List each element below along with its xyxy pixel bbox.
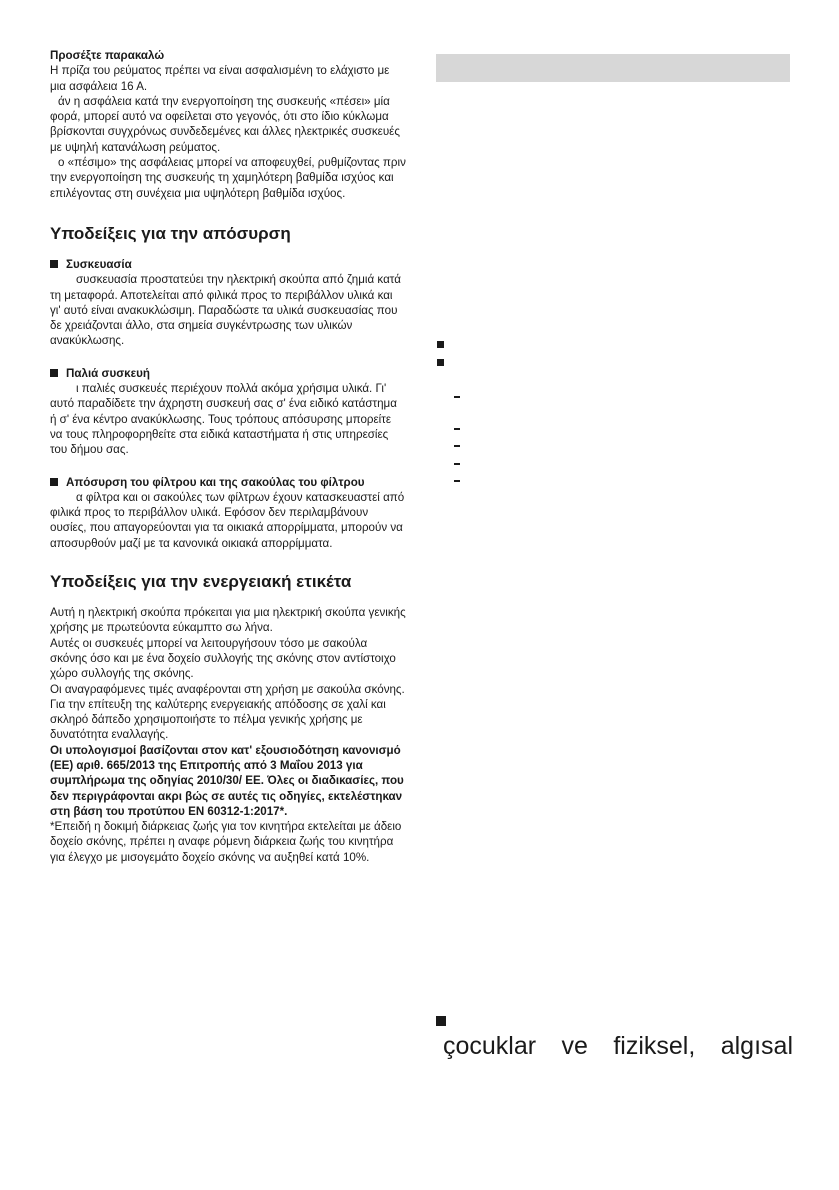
item-body: συσκευασία προστατεύει την ηλεκτρική σκούπα από ζημιά κατά τη μεταφορά. Αποτελείται από φιλικά προς το περιβάλλον υλικά και γι' αυτό είναι ανακυκλώσιμη. Παραδώστε τα υλικά συσκευασίας που δε χρειάζονται άλλο, στα σημεία συγκέντρωσης των υλικών ανακύκλωσης.	[50, 273, 401, 348]
section-header-bar	[436, 54, 790, 82]
energy-paragraph-4: Για την επίτευξη της καλύτερης ενεργειακής απόδοσης σε χαλί και σκληρό δάπεδο χρησιμοποιήστε το πέλμα γενικής χρήσης με δυνατότητα εναλλαγής.	[50, 697, 386, 742]
intro-paragraph-2: άν η ασφάλεια κατά την ενεργοποίηση της συσκευής «πέσει» μία φορά, μπορεί αυτό να οφείλεται στο γεγονός, ότι στο ίδιο κύκλωμα βρίσκονται συγχρόνως συνδεδεμένες και άλλες ηλεκτρικές συσκευές με υψηλή κατανάλωση ρεύματος.	[50, 94, 400, 154]
item-body: ι παλιές συσκευές περιέχουν πολλά ακόμα χρήσιμα υλικά. Γι' αυτό παραδίδετε την άχρηστη συσκευή σας σ' ένα ειδικό κατάστημα ή σ' ένα κέντρο ανακύκλωσης. Τους τρόπους απόσυρσης μπορείτε να τους πληροφορηθείτε στα ειδικά καταστήματα ή στις υπηρεσίες του δήμου σας.	[50, 382, 397, 457]
bullet-square-icon	[50, 369, 58, 377]
item-title: Συσκευασία	[66, 257, 132, 271]
dash-bullet-icon	[454, 428, 460, 430]
bullet-square-icon	[50, 260, 58, 268]
energy-regulation-note: Οι υπολογισμοί βασίζονται στον κατ' εξουσιοδότηση κανονισμό (ΕΕ) αριθ. 665/2013 της Επιτροπής από 3 Μαΐου 2013 για συμπλήρωμα της οδηγίας 2010/30/ ΕΕ. Όλες οι διαδικασίες, που δεν περιγράφονται ακρι βώς σε αυτές τις οδηγίες, εκτελέστηκαν στη βάση του προτύπου EN 60312-1:2017*.	[50, 743, 404, 818]
disposal-item-packaging	[50, 257, 406, 349]
item-body: α φίλτρα και οι σακούλες των φίλτρων έχουν κατασκευαστεί από φιλικά προς το περιβάλλον υλικά. Εφόσον δεν περιλαμβάνουν ουσίες, που απαγορεύονται για τα οικιακά απορρίμματα, μπορούν να αποσυρθούν μαζί με τα κανονικά οικιακά απορρίμματα.	[50, 490, 405, 550]
disposal-heading: Υποδείξεις για την απόσυρση	[50, 223, 291, 243]
bullet-square-icon	[436, 1016, 446, 1026]
item-title: Παλιά συσκευή	[66, 366, 150, 380]
left-column	[50, 48, 406, 865]
disposal-item-old-appliance	[50, 366, 406, 458]
dash-bullet-icon	[454, 463, 460, 465]
energy-paragraph-1: Αυτή η ηλεκτρική σκούπα πρόκειται για μια ηλεκτρική σκούπα γενικής χρήσης με πρωτεύοντα εύκαμπτο σω λήνα.	[50, 606, 406, 635]
energy-heading: Υποδείξεις για την ενεργειακή ετικέτα	[50, 572, 352, 592]
energy-paragraph-3: Οι αναγραφόμενες τιμές αναφέρονται στη χρήση με σακούλα σκόνης.	[50, 682, 405, 696]
item-title: Απόσυρση του φίλτρου και της σακούλας του φίλτρου	[66, 475, 365, 489]
intro-title: Προσέξτε παρακαλώ	[50, 49, 165, 62]
intro-paragraph-1: Η πρίζα του ρεύματος πρέπει να είναι ασφαλισμένη το ελάχιστο με μια ασφάλεια 16 Α.	[50, 64, 390, 93]
bullet-square-icon	[50, 478, 58, 486]
bullet-square-icon	[437, 341, 444, 348]
energy-footnote: *Επειδή η δοκιμή διάρκειας ζωής για τον κινητήρα εκτελείται με άδειο δοχείο σκόνης, πρέπει η αναφε ρόμενη διάρκεια ζωής του κινητήρα για έλεγχο με μισογεμάτο δοχείο σκόνης να αυξηθεί κατά 10%.	[50, 820, 402, 864]
right-column-text: çocuklar ve fiziksel, algısal	[443, 1032, 793, 1060]
dash-bullet-icon	[454, 445, 460, 447]
disposal-item-filter	[50, 475, 406, 551]
dash-bullet-icon	[454, 396, 460, 398]
bullet-square-icon	[437, 359, 444, 366]
energy-paragraph-2: Αυτές οι συσκευές μπορεί να λειτουργήσουν τόσο με σακούλα σκόνης όσο και με ένα δοχείο συλλογής της σκόνης στον αντίστοιχο χώρο συλλογής της σκόνης.	[50, 636, 396, 681]
intro-paragraph-3: ο «πέσιμο» της ασφάλειας μπορεί να αποφευχθεί, ρυθμίζοντας πριν την ενεργοποίηση της συσκευής τη χαμηλότερη βαθμίδα ισχύος και επιλέγοντας στη συνέχεια μια υψηλότερη βαθμίδα ισχύος.	[50, 156, 406, 200]
dash-bullet-icon	[454, 480, 460, 482]
